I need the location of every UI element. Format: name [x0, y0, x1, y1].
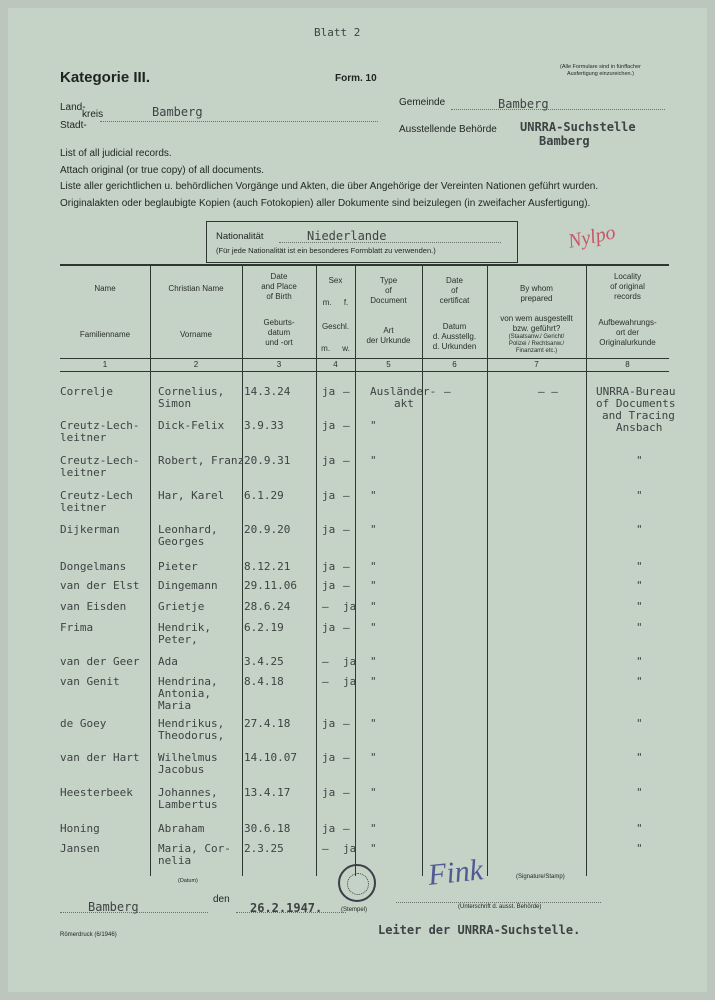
locality-cell: "	[636, 621, 643, 634]
header-date-en: Date of certificat	[439, 276, 470, 305]
header-by-de: von wem ausgestellt bzw. geführt?	[500, 314, 573, 333]
header-name-de: Familienname	[79, 330, 131, 339]
nationality-value: Niederlande	[307, 229, 387, 243]
sex-female-cell: –	[343, 419, 350, 432]
christian-name-cell: nelia	[158, 854, 192, 867]
locality-cell: "	[636, 454, 643, 467]
christian-name-cell: Dick-Felix	[158, 419, 225, 432]
header-locality-en: Locality of original records	[610, 272, 645, 301]
sex-female-cell: –	[343, 621, 350, 634]
sex-female-cell: ja	[343, 655, 357, 668]
sex-male-cell: –	[322, 842, 329, 855]
surname-cell: Honing	[60, 822, 100, 835]
sex-male-cell: ja	[322, 523, 336, 536]
datum-label: (Datum)	[178, 878, 198, 884]
sex-male-cell: ja	[322, 454, 336, 467]
sex-male-cell: ja	[322, 786, 336, 799]
surname-cell: leitner	[60, 431, 107, 444]
signer-title: Leiter der UNRRA-Suchstelle.	[378, 923, 581, 937]
col-divider-3	[316, 264, 317, 876]
sex-male-cell: ja	[322, 419, 336, 432]
surname-cell: Creutz-Lech-	[60, 454, 140, 467]
document-type-cell: "	[370, 523, 377, 536]
signature-scrawl: Fink	[426, 853, 485, 892]
signature-line	[396, 901, 601, 903]
col-num-8: 8	[625, 360, 630, 369]
header-by-en: By whom prepared	[520, 284, 553, 303]
document-type-cell: "	[370, 842, 377, 855]
col-num-7: 7	[534, 360, 539, 369]
surname-cell: Correlje	[60, 385, 113, 398]
locality-cell: UNRRA-Bureau	[596, 385, 676, 398]
header-locality-de: Aufbewahrungs- ort der Originalurkunde	[598, 318, 657, 347]
christian-name-cell: Theodorus,	[158, 729, 225, 742]
header-sex-sub-de: m. w.	[321, 344, 350, 353]
sex-male-cell: ja	[322, 621, 336, 634]
sheet-number: Blatt 2	[314, 26, 361, 39]
document-type-cell: "	[370, 454, 377, 467]
printer-mark: Römerdruck (6/1946)	[60, 932, 117, 938]
christian-name-cell: Peter,	[158, 633, 198, 646]
sex-female-cell: –	[343, 751, 350, 764]
locality-cell: and Tracing	[602, 409, 675, 422]
christian-name-cell: Grietje	[158, 600, 205, 613]
locality-cell: "	[636, 560, 643, 573]
sex-male-cell: ja	[322, 751, 336, 764]
footer-date: 26.2.1947.	[250, 901, 323, 915]
col-num-3: 3	[276, 360, 282, 369]
sex-male-cell: ja	[322, 560, 336, 573]
christian-name-cell: Wilhelmus	[158, 751, 218, 764]
sex-male-cell: ja	[322, 717, 336, 730]
sex-female-cell: –	[343, 385, 350, 398]
birth-date-cell: 28.6.24	[244, 600, 291, 613]
document-type-cell: "	[370, 717, 377, 730]
birth-date-cell: 3.9.33	[244, 419, 284, 432]
christian-name-cell: Simon	[158, 397, 192, 410]
header-sex-en: Sex	[328, 276, 343, 285]
birth-date-cell: 13.4.17	[244, 786, 291, 799]
birth-date-cell: 20.9.31	[244, 454, 291, 467]
gemeinde-label: Gemeinde	[399, 97, 446, 108]
birth-date-cell: 14.3.24	[244, 385, 291, 398]
locality-cell: "	[636, 675, 643, 688]
christian-name-cell: Antonia,	[158, 687, 211, 700]
birth-date-cell: 6.1.29	[244, 489, 284, 502]
header-sex-sub-en: m. f.	[322, 298, 349, 307]
document-type-cell: "	[370, 579, 377, 592]
locality-cell: "	[636, 489, 643, 502]
unterschrift-label: (Unterschrift d. ausst. Behörde)	[458, 904, 542, 910]
christian-name-cell: Robert, Franz	[158, 454, 245, 467]
sex-male-cell: –	[322, 655, 329, 668]
sex-female-cell: –	[343, 489, 350, 502]
birth-date-cell: 27.4.18	[244, 717, 291, 730]
instructions: List of all judicial records. Attach original (or true copy) of all documents. Liste aller gerichtlichen u. behördlichen Vorgänge und Akten, die über Angehörige der Vereinten Nationen geführt wurden. Originalakten oder beglaubigte Kopien (auch Fotokopien) aller Dokumente sind beizulegen (in zweifacher Ausfertigung).	[60, 148, 599, 209]
nationality-label: Nationalität	[216, 231, 264, 242]
christian-name-cell: Hendrikus,	[158, 717, 225, 730]
locality-cell: "	[636, 655, 643, 668]
locality-cell: of Documents	[596, 397, 676, 410]
header-date-de: Datum d. Ausstellg. d. Urkunden	[432, 322, 477, 351]
header-christian-en: Christian Name	[168, 284, 224, 293]
pencil-note: Nylpo	[566, 221, 618, 253]
christian-name-cell: Lambertus	[158, 798, 218, 811]
surname-cell: Dijkerman	[60, 523, 120, 536]
surname-cell: leitner	[60, 466, 107, 479]
category-title: Kategorie III.	[60, 69, 151, 86]
col-divider-4	[355, 264, 356, 876]
surname-cell: Creutz-Lech	[60, 489, 133, 502]
document-type-cell: "	[370, 489, 377, 502]
surname-cell: van Genit	[60, 675, 120, 688]
document-type-cell: Ausländer-	[370, 385, 437, 398]
sex-female-cell: –	[343, 454, 350, 467]
locality-cell: "	[636, 786, 643, 799]
locality-cell: "	[636, 822, 643, 835]
header-name-en: Name	[94, 284, 116, 293]
form-note: (Alle Formulare sind in fünffacher Ausfertigung einzureichen.)	[560, 64, 641, 77]
surname-cell: Creutz-Lech-	[60, 419, 140, 432]
christian-name-cell: Jacobus	[158, 763, 205, 776]
locality-cell: "	[636, 600, 643, 613]
land-kreis-stadt-label: Land- kreis Stadt-	[60, 102, 104, 131]
col-num-2: 2	[193, 360, 199, 369]
surname-cell: van der Geer	[60, 655, 140, 668]
christian-name-cell: Pieter	[158, 560, 198, 573]
christian-name-cell: Cornelius,	[158, 385, 225, 398]
certificate-date-cell: –	[444, 385, 451, 398]
christian-name-cell: Har, Karel	[158, 489, 225, 502]
christian-name-cell: Dingemann	[158, 579, 218, 592]
sex-female-cell: –	[343, 523, 350, 536]
sex-male-cell: ja	[322, 489, 336, 502]
christian-name-cell: Abraham	[158, 822, 205, 835]
den-label: den	[213, 894, 230, 905]
kreis-value: Bamberg	[152, 105, 203, 119]
birth-date-cell: 8.4.18	[244, 675, 284, 688]
nationality-note: (Für jede Nationalität ist ein besonderes Formblatt zu verwenden.)	[216, 246, 436, 255]
birth-date-cell: 14.10.07	[244, 751, 297, 764]
surname-cell: Jansen	[60, 842, 100, 855]
locality-cell: "	[636, 751, 643, 764]
sex-female-cell: –	[343, 822, 350, 835]
col-num-6: 6	[452, 360, 457, 369]
signature-stamp-label: (Signature/Stamp)	[516, 874, 565, 880]
sex-female-cell: ja	[343, 600, 357, 613]
sex-male-cell: ja	[322, 579, 336, 592]
surname-cell: van der Hart	[60, 751, 140, 764]
stempel-label: (Stempel)	[341, 907, 368, 913]
locality-cell: "	[636, 523, 643, 536]
footer-place: Bamberg	[88, 900, 139, 914]
document-type-cell: "	[370, 822, 377, 835]
document-type-cell: "	[370, 675, 377, 688]
form-number: Form. 10	[335, 73, 377, 84]
table-top-border	[60, 264, 669, 266]
document-type-cell: "	[370, 600, 377, 613]
col-num-1: 1	[102, 360, 108, 369]
christian-name-cell: Hendrina,	[158, 675, 218, 688]
birth-date-cell: 6.2.19	[244, 621, 284, 634]
header-birth-en: Date and Place of Birth	[261, 272, 297, 301]
document-type-cell: "	[370, 621, 377, 634]
christian-name-cell: Ada	[158, 655, 178, 668]
col-divider-6	[487, 264, 488, 876]
sex-male-cell: ja	[322, 822, 336, 835]
prepared-by-cell: – –	[538, 385, 558, 398]
birth-date-cell: 2.3.25	[244, 842, 284, 855]
document-type-cell: "	[370, 786, 377, 799]
sex-female-cell: –	[343, 579, 350, 592]
behoerde-value: UNRRA-Suchstelle	[520, 120, 636, 134]
col-num-4: 4	[333, 360, 338, 369]
sex-female-cell: –	[343, 717, 350, 730]
sex-male-cell: –	[322, 600, 329, 613]
table-number-bottom	[60, 371, 669, 372]
document-type-cell: "	[370, 419, 377, 432]
christian-name-cell: Georges	[158, 535, 205, 548]
col-divider-1	[150, 264, 151, 876]
locality-cell: "	[636, 579, 643, 592]
col-divider-2	[242, 264, 243, 876]
surname-cell: de Goey	[60, 717, 107, 730]
col-num-5: 5	[386, 360, 391, 369]
sex-male-cell: ja	[322, 385, 336, 398]
header-sex-de: Geschl.	[321, 322, 350, 331]
gemeinde-value: Bamberg	[498, 97, 549, 111]
header-doc-de: Art der Urkunde	[366, 326, 411, 345]
document-type-cell: "	[370, 751, 377, 764]
official-stamp	[338, 864, 376, 902]
document-type-cell: akt	[394, 397, 414, 410]
gemeinde-line	[451, 108, 665, 110]
behoerde-label: Ausstellende Behörde	[399, 124, 497, 135]
nationality-box	[206, 221, 518, 263]
christian-name-cell: Maria	[158, 699, 192, 712]
header-birth-de: Geburts- datum und -ort	[263, 318, 295, 347]
sex-female-cell: –	[343, 786, 350, 799]
birth-date-cell: 3.4.25	[244, 655, 284, 668]
surname-cell: Frima	[60, 621, 94, 634]
form-sheet	[8, 8, 707, 992]
header-doc-en: Type of Document	[370, 276, 407, 305]
birth-date-cell: 29.11.06	[244, 579, 297, 592]
document-type-cell: "	[370, 655, 377, 668]
birth-date-cell: 20.9.20	[244, 523, 291, 536]
surname-cell: leitner	[60, 501, 107, 514]
christian-name-cell: Leonhard,	[158, 523, 218, 536]
locality-cell: "	[636, 717, 643, 730]
col-divider-7	[586, 264, 587, 876]
sex-female-cell: ja	[343, 675, 357, 688]
birth-date-cell: 30.6.18	[244, 822, 291, 835]
behoerde-value-2: Bamberg	[539, 134, 590, 148]
christian-name-cell: Hendrik,	[158, 621, 211, 634]
surname-cell: van der Elst	[60, 579, 140, 592]
col-divider-5	[422, 264, 423, 876]
sex-male-cell: –	[322, 675, 329, 688]
locality-cell: "	[636, 842, 643, 855]
surname-cell: Heesterbeek	[60, 786, 133, 799]
surname-cell: van Eisden	[60, 600, 127, 613]
header-christian-de: Vorname	[179, 330, 213, 339]
sex-female-cell: ja	[343, 842, 357, 855]
header-by-de-small: (Staatsanw./ Gericht/ Polizei / Rechtsanw./ Finanzamt etc.)	[508, 334, 565, 354]
christian-name-cell: Johannes,	[158, 786, 218, 799]
document-type-cell: "	[370, 560, 377, 573]
place-line	[60, 911, 208, 913]
kreis-line	[100, 120, 378, 122]
surname-cell: Dongelmans	[60, 560, 127, 573]
locality-cell: Ansbach	[616, 421, 663, 434]
christian-name-cell: Maria, Cor-	[158, 842, 231, 855]
birth-date-cell: 8.12.21	[244, 560, 291, 573]
sex-female-cell: –	[343, 560, 350, 573]
table-header-bottom	[60, 358, 669, 359]
